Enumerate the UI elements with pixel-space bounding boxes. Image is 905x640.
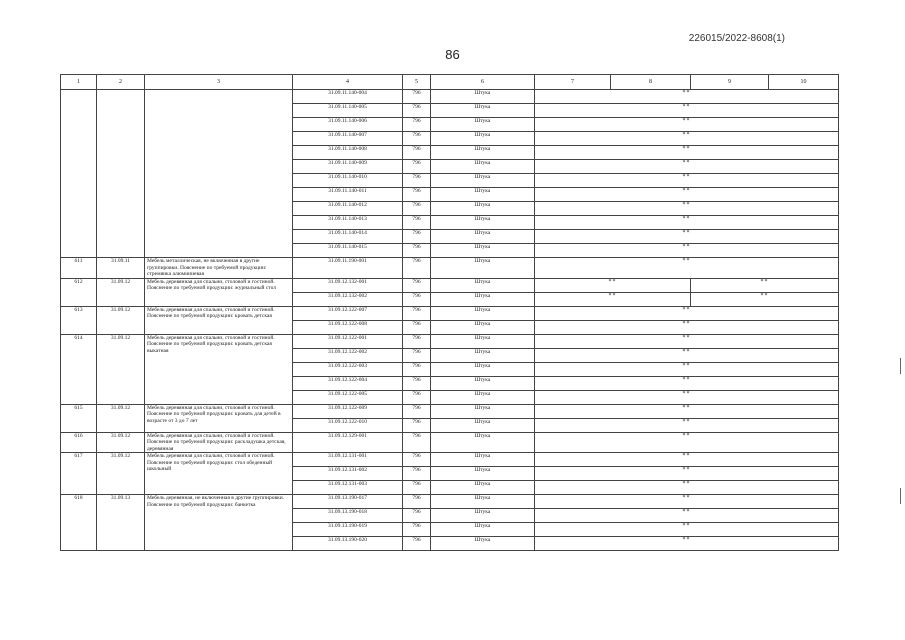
product-code: 31.09.12.122-009 [293,404,403,418]
requirement-mark: ** [691,278,839,292]
unit-of-measure: Штука [431,376,535,390]
column-header: 6 [431,75,535,90]
requirement-mark: ** [535,278,691,292]
requirement-mark: ** [535,523,839,537]
okei-code: 796 [403,495,431,509]
unit-of-measure: Штука [431,495,535,509]
okei-code: 796 [403,362,431,376]
product-description: Мебель деревянная, не включенная в другие группировки. Пояснение по требуемой продукции: банкетка [145,495,293,551]
okpd-class-code: 31.09.12 [97,306,145,334]
table-row [61,306,839,320]
product-code: 31.09.12.132-001 [293,278,403,292]
requirement-mark: ** [535,376,839,390]
product-code: 31.09.12.131-001 [293,453,403,467]
unit-of-measure: Штука [431,390,535,404]
unit-of-measure: Штука [431,509,535,523]
requirement-mark: ** [535,118,839,132]
product-code: 31.09.11.140-005 [293,104,403,118]
column-header: 1 [61,75,97,90]
okei-code: 796 [403,292,431,306]
product-code: 31.09.13.190-017 [293,495,403,509]
unit-of-measure: Штука [431,202,535,216]
table-row [61,432,839,453]
requirement-mark: ** [535,230,839,244]
column-header: 10 [769,75,839,90]
unit-of-measure: Штука [431,118,535,132]
requirement-mark: ** [691,292,839,306]
unit-of-measure: Штука [431,432,535,453]
unit-of-measure: Штука [431,306,535,320]
margin-mark [900,488,901,504]
requirement-mark: ** [535,390,839,404]
product-code: 31.09.12.122-001 [293,334,403,348]
okpd-class-code: 31.09.12 [97,453,145,495]
product-code: 31.09.12.132-002 [293,292,403,306]
okei-code: 796 [403,453,431,467]
requirement-mark: ** [535,537,839,551]
product-code: 31.09.11.140-007 [293,132,403,146]
product-description: Мебель деревянная для спальни, столовой и гостиной. Пояснение по требуемой продукции: стол обеденный школьный [145,453,293,495]
okei-code: 796 [403,258,431,279]
unit-of-measure: Штука [431,90,535,104]
table-row [61,278,839,292]
table-row [61,453,839,467]
okpd-class-code [97,90,145,258]
requirement-mark: ** [535,160,839,174]
column-number-row [61,75,839,90]
product-code: 31.09.11.140-008 [293,146,403,160]
product-code: 31.09.11.140-015 [293,244,403,258]
okei-code: 796 [403,467,431,481]
okei-code: 796 [403,230,431,244]
okpd-class-code: 31.09.12 [97,404,145,432]
okpd-class-code: 31.09.12 [97,334,145,404]
requirement-mark: ** [535,146,839,160]
product-code: 31.09.11.140-012 [293,202,403,216]
okei-code: 796 [403,537,431,551]
okei-code: 796 [403,104,431,118]
unit-of-measure: Штука [431,320,535,334]
unit-of-measure: Штука [431,132,535,146]
page-number: 86 [445,47,460,62]
okei-code: 796 [403,376,431,390]
requirement-mark: ** [535,467,839,481]
unit-of-measure: Штука [431,537,535,551]
unit-of-measure: Штука [431,216,535,230]
column-header: 4 [293,75,403,90]
product-code: 31.09.13.190-018 [293,509,403,523]
product-code: 31.09.11.140-013 [293,216,403,230]
requirement-mark: ** [535,509,839,523]
unit-of-measure: Штука [431,188,535,202]
product-description: Мебель деревянная для спальни, столовой и гостиной. Пояснение по требуемой продукции: кровать детская [145,306,293,334]
table-row [61,404,839,418]
product-code: 31.09.11.140-011 [293,188,403,202]
unit-of-measure: Штука [431,467,535,481]
requirement-mark: ** [535,432,839,453]
row-number: 613 [61,306,97,334]
row-number: 612 [61,278,97,306]
product-description: Мебель деревянная для спальни, столовой и гостиной. Пояснение по требуемой продукции: кровать детская выкатная [145,334,293,404]
register-table [60,74,839,551]
margin-mark [900,358,901,374]
product-code: 31.09.12.122-002 [293,348,403,362]
requirement-mark: ** [535,90,839,104]
okpd-class-code: 31.09.11 [97,258,145,279]
okei-code: 796 [403,418,431,432]
requirement-mark: ** [535,320,839,334]
product-description: Мебель деревянная для спальни, столовой и гостиной. Пояснение по требуемой продукции: кровать для детей в возрасте от 3 до 7 лет [145,404,293,432]
requirement-mark: ** [535,453,839,467]
row-number: 614 [61,334,97,404]
table-row [61,334,839,348]
unit-of-measure: Штука [431,404,535,418]
unit-of-measure: Штука [431,334,535,348]
requirement-mark: ** [535,495,839,509]
requirement-mark: ** [535,481,839,495]
product-description: Мебель металлическая, не включенная в другие группировки. Пояснение по требуемой продукции: стремянка алюминиевая [145,258,293,279]
okei-code: 796 [403,118,431,132]
okei-code: 796 [403,334,431,348]
requirement-mark: ** [535,258,839,279]
requirement-mark: ** [535,244,839,258]
table-row [61,90,839,104]
okei-code: 796 [403,404,431,418]
unit-of-measure: Штука [431,418,535,432]
unit-of-measure: Штука [431,362,535,376]
unit-of-measure: Штука [431,278,535,292]
column-header: 8 [611,75,691,90]
product-code: 31.09.11.190-001 [293,258,403,279]
row-number: 617 [61,453,97,495]
okei-code: 796 [403,216,431,230]
register-body [61,90,839,551]
column-header: 3 [145,75,293,90]
product-code: 31.09.12.122-008 [293,320,403,334]
okei-code: 796 [403,348,431,362]
product-code: 31.09.12.122-007 [293,306,403,320]
product-code: 31.09.12.129-001 [293,432,403,453]
okei-code: 796 [403,432,431,453]
okei-code: 796 [403,160,431,174]
product-code: 31.09.13.190-019 [293,523,403,537]
unit-of-measure: Штука [431,104,535,118]
product-code: 31.09.12.122-010 [293,418,403,432]
product-code: 31.09.12.122-003 [293,362,403,376]
unit-of-measure: Штука [431,230,535,244]
column-header: 2 [97,75,145,90]
unit-of-measure: Штука [431,244,535,258]
requirement-mark: ** [535,404,839,418]
okei-code: 796 [403,132,431,146]
okei-code: 796 [403,509,431,523]
okei-code: 796 [403,202,431,216]
product-code: 31.09.11.140-006 [293,118,403,132]
column-header: 7 [535,75,611,90]
okei-code: 796 [403,390,431,404]
column-header: 5 [403,75,431,90]
row-number: 618 [61,495,97,551]
okpd-class-code: 31.09.12 [97,432,145,453]
requirement-mark: ** [535,348,839,362]
product-code: 31.09.12.122-004 [293,376,403,390]
column-header: 9 [691,75,769,90]
okei-code: 796 [403,523,431,537]
table-row [61,258,839,279]
okei-code: 796 [403,146,431,160]
unit-of-measure: Штука [431,453,535,467]
product-description: Мебель деревянная для спальни, столовой и гостиной. Пояснение по требуемой продукции: журнальный стол [145,278,293,306]
okei-code: 796 [403,306,431,320]
unit-of-measure: Штука [431,292,535,306]
requirement-mark: ** [535,334,839,348]
product-code: 31.09.11.140-010 [293,174,403,188]
unit-of-measure: Штука [431,160,535,174]
product-code: 31.09.11.140-009 [293,160,403,174]
unit-of-measure: Штука [431,146,535,160]
okpd-class-code: 31.09.13 [97,495,145,551]
unit-of-measure: Штука [431,481,535,495]
requirement-mark: ** [535,174,839,188]
requirement-mark: ** [535,292,691,306]
requirement-mark: ** [535,132,839,146]
row-number: 611 [61,258,97,279]
okei-code: 796 [403,244,431,258]
row-number [61,90,97,258]
requirement-mark: ** [535,216,839,230]
unit-of-measure: Штука [431,174,535,188]
document-id: 226015/2022-8608(1) [688,33,785,44]
unit-of-measure: Штука [431,258,535,279]
row-number: 616 [61,432,97,453]
requirement-mark: ** [535,418,839,432]
requirement-mark: ** [535,202,839,216]
product-code: 31.09.12.131-003 [293,481,403,495]
okei-code: 796 [403,481,431,495]
okei-code: 796 [403,174,431,188]
product-code: 31.09.12.131-002 [293,467,403,481]
requirement-mark: ** [535,104,839,118]
requirement-mark: ** [535,306,839,320]
product-description: Мебель деревянная для спальни, столовой и гостиной. Пояснение по требуемой продукции: раскладушка детская, деревянная [145,432,293,453]
table-row [61,495,839,509]
product-code: 31.09.11.140-014 [293,230,403,244]
requirement-mark: ** [535,188,839,202]
okei-code: 796 [403,90,431,104]
product-code: 31.09.12.122-005 [293,390,403,404]
row-number: 615 [61,404,97,432]
unit-of-measure: Штука [431,523,535,537]
okpd-class-code: 31.09.12 [97,278,145,306]
unit-of-measure: Штука [431,348,535,362]
okei-code: 796 [403,320,431,334]
product-code: 31.09.13.190-020 [293,537,403,551]
okei-code: 796 [403,278,431,292]
product-description [145,90,293,258]
product-code: 31.09.11.140-004 [293,90,403,104]
requirement-mark: ** [535,362,839,376]
okei-code: 796 [403,188,431,202]
